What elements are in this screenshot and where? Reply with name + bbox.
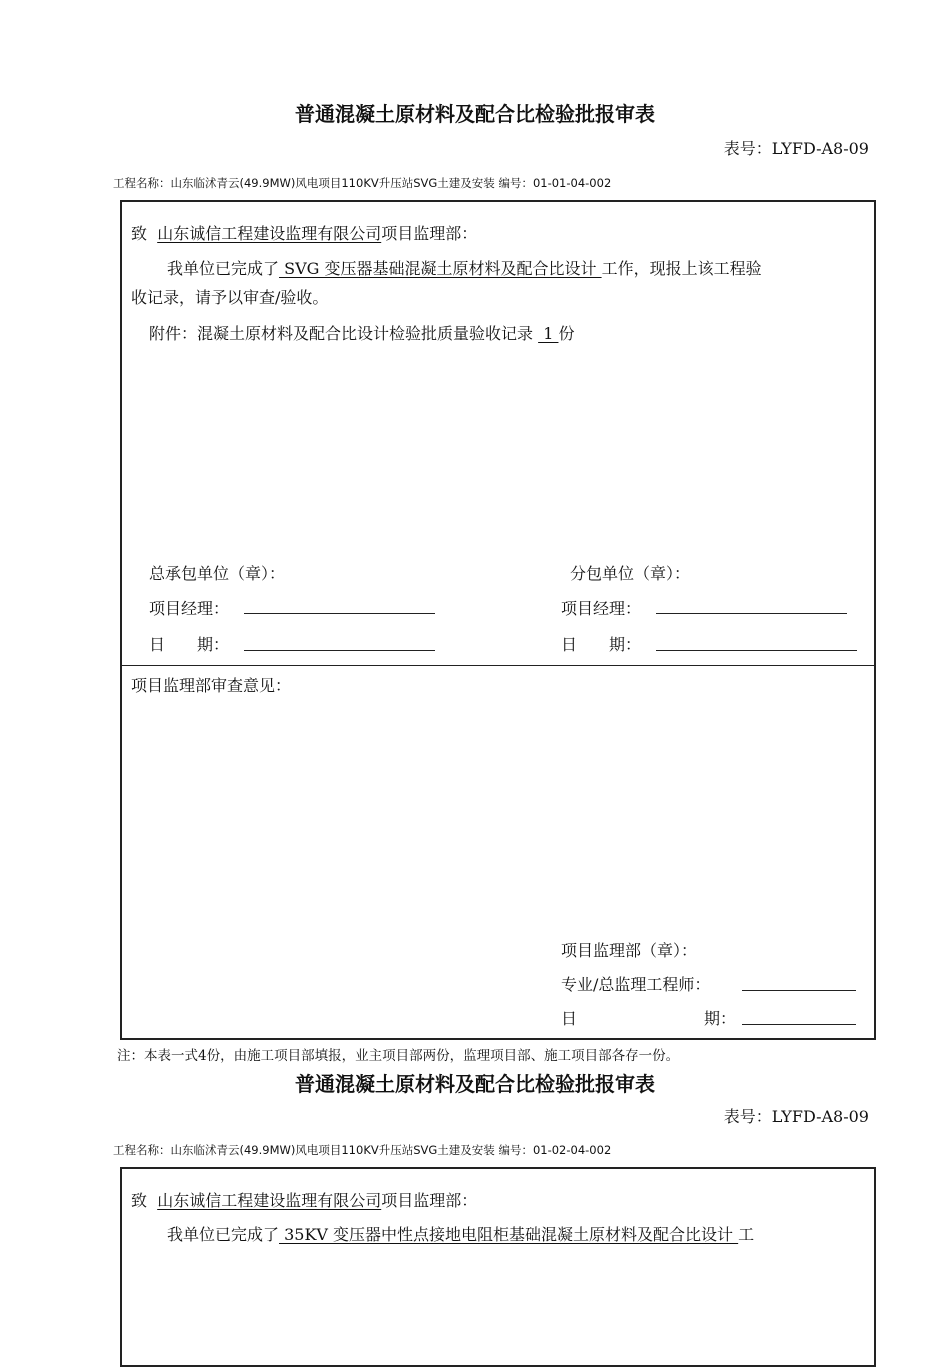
review-opinion-label: 项目监理部审查意见： xyxy=(131,676,292,695)
footnote: 注：本表一式4份，由施工项目部填报，业主项目部两份，监理项目部、施工项目部各存一份。 xyxy=(117,1048,680,1064)
work-item: SVG 变压器基础混凝土原材料及配合比设计 xyxy=(279,259,602,278)
addressee-line xyxy=(131,221,477,244)
to-prefix: 致 xyxy=(131,1191,148,1210)
body-line-1 xyxy=(167,1222,754,1245)
attachment-unit: 份 xyxy=(558,324,575,343)
supervisor-company: 山东诚信工程建设监理有限公司 xyxy=(157,224,382,243)
body-line-2: 收记录，请予以审查/验收。 xyxy=(131,288,329,307)
form-title: 普通混凝土原材料及配合比检验批报审表 xyxy=(295,102,655,126)
form-number: 表号：LYFD-A8-09 xyxy=(723,1107,869,1126)
to-suffix: 项目监理部： xyxy=(381,224,478,243)
body-prefix: 我单位已完成了 xyxy=(167,1225,280,1244)
body-suffix: 工作，现报上该工程验 xyxy=(601,259,762,278)
work-item: 35KV 变压器中性点接地电阻柜基础混凝土原材料及配合比设计 xyxy=(279,1225,739,1244)
form-title: 普通混凝土原材料及配合比检验批报审表 xyxy=(295,1072,655,1096)
attachment-prefix: 附件：混凝土原材料及配合比设计检验批质量验收记录 xyxy=(149,324,534,343)
section-divider xyxy=(121,665,875,666)
sup-date-ri: 日 xyxy=(561,1009,578,1028)
engineer-signature-line xyxy=(742,990,856,991)
body-line-1 xyxy=(167,256,762,279)
sup-date-qi: 期： xyxy=(704,1009,737,1028)
date-label-right: 日 期： xyxy=(561,635,642,654)
pm-signature-line-right xyxy=(656,613,847,614)
body-suffix: 工 xyxy=(738,1225,755,1244)
date-label-left: 日 期： xyxy=(149,635,230,654)
date-line-left xyxy=(244,650,435,651)
to-prefix: 致 xyxy=(131,224,148,243)
subcontractor-seal: 分包单位（章）： xyxy=(570,564,691,583)
sup-date-line xyxy=(742,1024,856,1025)
to-suffix: 项目监理部： xyxy=(381,1191,478,1210)
project-line: 工程名称：山东临沭青云(49.9MW)风电项目110KV升压站SVG土建及安装 编号：01-02-04-002 xyxy=(113,1143,612,1157)
body-prefix: 我单位已完成了 xyxy=(167,259,280,278)
attachment-line xyxy=(149,321,574,344)
supervision-dept-seal: 项目监理部（章）： xyxy=(561,941,698,960)
pm-signature-line-left xyxy=(244,613,435,614)
attachment-count: 1 xyxy=(538,324,559,343)
engineer-label: 专业/总监理工程师： xyxy=(561,975,711,994)
supervisor-company: 山东诚信工程建设监理有限公司 xyxy=(157,1191,382,1210)
pm-label-left: 项目经理： xyxy=(149,599,230,618)
date-line-right xyxy=(656,650,857,651)
project-line: 工程名称：山东临沭青云(49.9MW)风电项目110KV升压站SVG土建及安装 编号：01-01-04-002 xyxy=(113,176,612,190)
pm-label-right: 项目经理： xyxy=(561,599,642,618)
form-number: 表号：LYFD-A8-09 xyxy=(723,139,869,158)
general-contractor-seal: 总承包单位（章）： xyxy=(149,564,286,583)
addressee-line xyxy=(131,1188,477,1211)
